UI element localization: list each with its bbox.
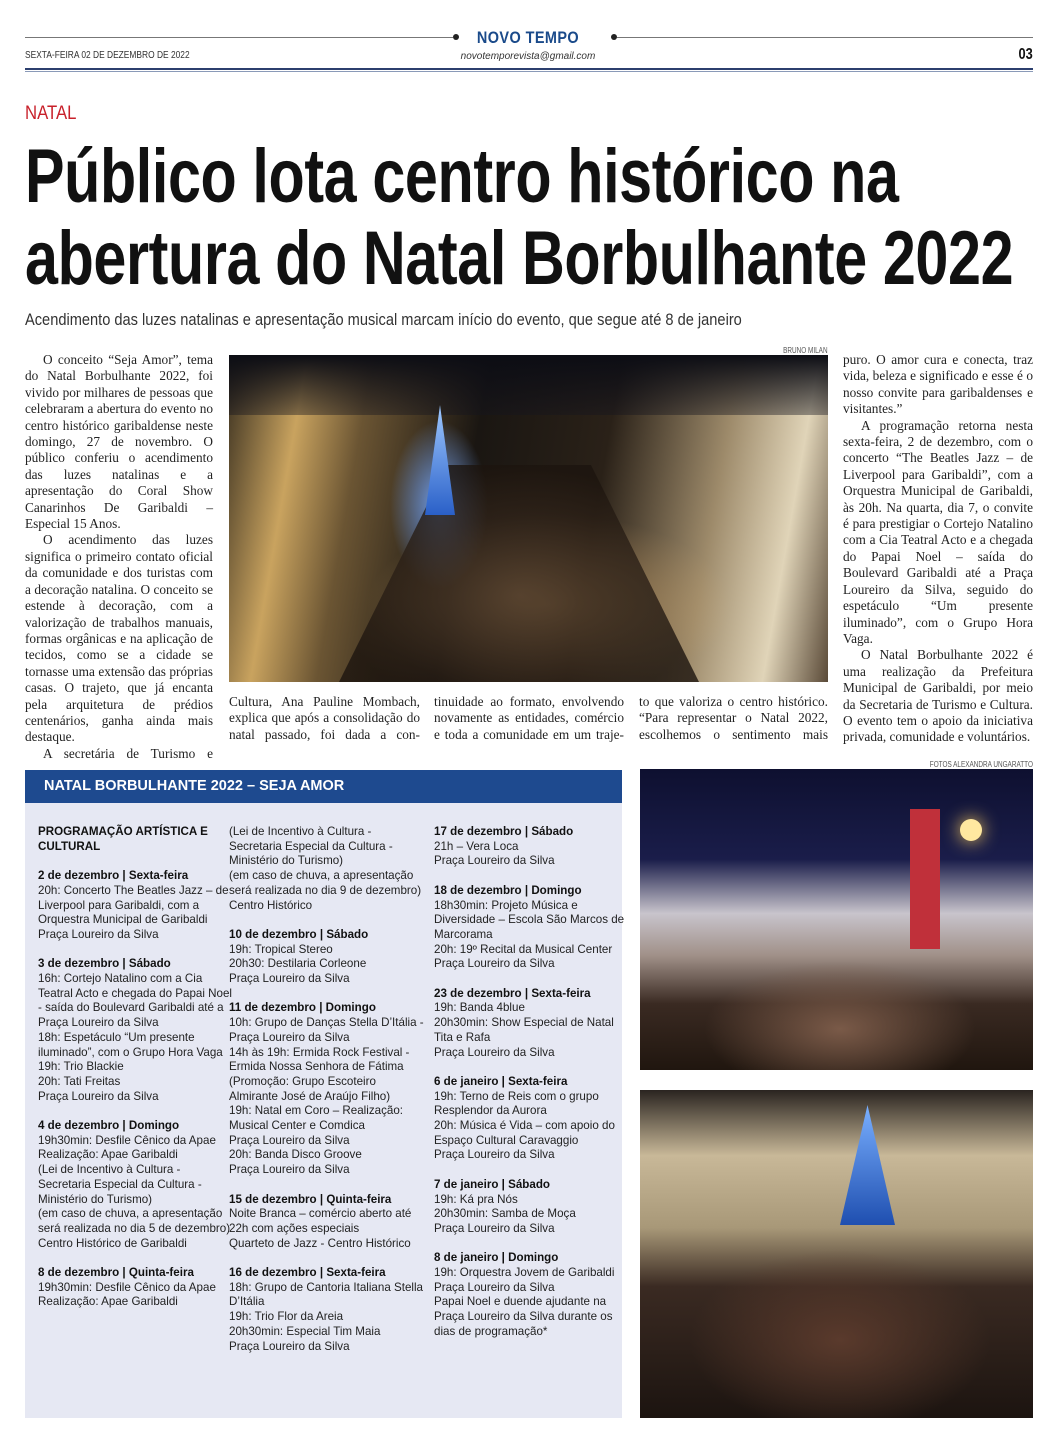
program-day-title: 8 de dezembro | Quinta-feira bbox=[38, 1266, 194, 1280]
paragraph: O Natal Borbulhante 2022 é uma realização da Prefeitura Municipal de Garibaldi, por meio da Secretaria de Turismo e Cultura. O evento tem o apoio da iniciativa privada, comunidade e voluntários. bbox=[843, 647, 1033, 745]
program-item: 19h: Natal em Coro – Realização: Musical Center e Comdica bbox=[229, 1104, 403, 1133]
program-item: Praça Loureiro da Silva bbox=[434, 854, 555, 868]
program-item: Praça Loureiro da Silva bbox=[229, 1163, 350, 1177]
program-day bbox=[38, 825, 233, 854]
program-item: Praça Loureiro da Silva bbox=[434, 1221, 555, 1235]
program-item: Centro Histórico bbox=[229, 898, 313, 912]
paragraph: puro. O amor cura e conecta, traz vida, beleza e significado e esse é o nosso convite para garibaldenses e visitantes.” bbox=[843, 352, 1033, 417]
program-item: (em caso de chuva, a apresentação será realizada no dia 9 de dezembro) bbox=[229, 869, 422, 897]
program-item: Praça Loureiro da Silva bbox=[434, 1148, 555, 1162]
program-item: 20h30: Destilaria Corleone bbox=[229, 957, 367, 971]
program-item: 18h: Espetáculo “Um presente iluminado”, com o Grupo Hora Vaga bbox=[38, 1030, 223, 1059]
headline: Público lota centro histórico na bbox=[25, 134, 899, 219]
program-day-title: 3 de dezembro | Sábado bbox=[38, 957, 171, 971]
program-item: 20h: Música é Vida – com apoio do Espaço Cultural Caravaggio bbox=[434, 1119, 615, 1147]
program-item: Realização: Apae Garibaldi bbox=[38, 1295, 178, 1309]
main-event-photo bbox=[229, 355, 828, 682]
street-lamp bbox=[960, 819, 982, 841]
program-day-title: 16 de dezembro | Sexta-feira bbox=[229, 1266, 386, 1280]
program-title: NATAL BORBULHANTE 2022 – SEJA AMOR bbox=[25, 770, 622, 803]
article-column-4 bbox=[639, 694, 828, 743]
program-item: Quarteto de Jazz - Centro Histórico bbox=[229, 1236, 411, 1250]
program-day bbox=[434, 987, 629, 1061]
masthead-rule-left bbox=[25, 37, 453, 38]
section-label: NATAL bbox=[25, 103, 77, 124]
program-item: 20h: 19º Recital da Musical Center bbox=[434, 942, 613, 956]
program-item: (Lei de Incentivo à Cultura - Secretaria Especial da Cultura - Ministério do Turismo) bbox=[229, 825, 393, 868]
program-item: Praça Loureiro da Silva bbox=[38, 1089, 159, 1103]
program-item: Noite Branca – comércio aberto até 22h com ações especiais bbox=[229, 1207, 412, 1235]
program-day bbox=[38, 957, 233, 1104]
program-day bbox=[229, 928, 424, 987]
program-item: 19h: Terno de Reis com o grupo Resplendor da Aurora bbox=[434, 1089, 599, 1118]
program-day-title: 11 de dezembro | Domingo bbox=[229, 1001, 376, 1015]
paragraph: Cultura, Ana Pauline Mombach, explica que após a consolidação do natal passado, foi dada a con- bbox=[229, 694, 420, 742]
paragraph: to que valoriza o centro histórico. “Para representar o Natal 2022, escolhemos o sentimento mais bbox=[639, 694, 828, 742]
program-day bbox=[229, 1001, 424, 1177]
photo-credit: BRUNO MILAN bbox=[783, 346, 828, 355]
program-item: Praça Loureiro da Silva bbox=[229, 1133, 350, 1147]
program-item: Papai Noel e duende ajudante na Praça Loureiro da Silva durante os dias de programação* bbox=[434, 1295, 613, 1338]
program-day-title: 10 de dezembro | Sábado bbox=[229, 927, 369, 941]
program-box bbox=[25, 770, 625, 1418]
program-item: 18h30min: Projeto Música e Diversidade – Escola São Marcos de Marcorama bbox=[434, 898, 625, 941]
contact-email: novotemporevista@gmail.com bbox=[460, 51, 596, 62]
program-item: (Lei de Incentivo à Cultura - Secretaria Especial da Cultura - Ministério do Turismo) bbox=[38, 1163, 202, 1206]
program-day-title: 2 de dezembro | Sexta-feira bbox=[38, 869, 189, 883]
article-column-2 bbox=[229, 694, 420, 743]
program-day bbox=[434, 884, 629, 972]
program-item: Praça Loureiro da Silva bbox=[229, 1339, 350, 1353]
program-item: 14h às 19h: Ermida Rock Festival - Ermida Nossa Senhora de Fátima (Promoção: Grupo Escoteiro Almirante José de Araújo Filho) bbox=[229, 1045, 410, 1103]
program-day bbox=[434, 1178, 629, 1237]
program-item: Praça Loureiro da Silva bbox=[434, 957, 555, 971]
program-item: 19h: Ká pra Nós bbox=[434, 1192, 518, 1206]
program-item: 19h: Trio Blackie bbox=[38, 1060, 124, 1074]
program-day bbox=[434, 825, 629, 869]
night-sky bbox=[229, 355, 828, 415]
header-divider bbox=[25, 68, 1033, 70]
program-item: 16h: Cortejo Natalino com a Cia Teatral Acto e chegada do Papai Noel - saída do Boulevard Garibaldi até a Praça Loureiro da Silva bbox=[38, 972, 233, 1030]
page-number: 03 bbox=[1018, 46, 1033, 63]
program-item: 21h – Vera Loca bbox=[434, 839, 519, 853]
program-item: 19h: Banda 4blue bbox=[434, 1001, 525, 1015]
paragraph: tinuidade ao formato, envolvendo novamente as entidades, comércio e toda a comunidade em um traje- bbox=[434, 694, 624, 742]
program-item: 19h: Tropical Stereo bbox=[229, 942, 333, 956]
program-day-title: 15 de dezembro | Quinta-feira bbox=[229, 1192, 392, 1206]
crowd bbox=[339, 465, 699, 682]
program-day-title: PROGRAMAÇÃO ARTÍSTICA E CULTURAL bbox=[38, 825, 208, 853]
program-day bbox=[229, 1193, 424, 1252]
felicidade-banner bbox=[910, 809, 940, 949]
masthead-rule-right bbox=[617, 37, 1033, 38]
paragraph: A secretária de Turismo e bbox=[43, 745, 213, 761]
program-day bbox=[229, 1266, 424, 1354]
article-column-1 bbox=[25, 352, 213, 762]
program-day bbox=[38, 869, 233, 943]
program-day bbox=[434, 1251, 629, 1339]
article-column-3 bbox=[434, 694, 624, 743]
photo-credit: FOTOS ALEXANDRA UNGARATTO bbox=[929, 760, 1033, 769]
program-item: 19h: Trio Flor da Areia bbox=[229, 1310, 344, 1324]
program-item: 20h: Banda Disco Groove bbox=[229, 1148, 362, 1162]
program-day-title: 17 de dezembro | Sábado bbox=[434, 825, 574, 838]
program-item: Centro Histórico de Garibaldi bbox=[38, 1236, 187, 1250]
program-item: 20h: Concerto The Beatles Jazz – de Liverpool para Garibaldi, com a Orquestra Municipal de Garibaldi bbox=[38, 883, 229, 927]
program-item: Praça Loureiro da Silva bbox=[229, 972, 350, 986]
program-day bbox=[38, 1119, 233, 1251]
christmas-tree bbox=[425, 405, 455, 515]
program-item: 20h30min: Samba de Moça bbox=[434, 1207, 576, 1221]
program-day-title: 4 de dezembro | Domingo bbox=[38, 1119, 180, 1133]
program-day-title: 23 de dezembro | Sexta-feira bbox=[434, 986, 591, 1000]
crowd-street-photo bbox=[640, 769, 1033, 1070]
program-item: Praça Loureiro da Silva bbox=[38, 927, 159, 941]
program-item: 20h30min: Especial Tim Maia bbox=[229, 1324, 381, 1338]
program-item: Realização: Apae Garibaldi bbox=[38, 1148, 178, 1162]
paragraph: A programação retorna nesta sexta-feira, 2 de dezembro, com o concerto “The Beatles Jazz – de Liverpool para Garibaldi”, com a Orquestra Municipal de Garibaldi, às 20h. Na quarta, dia 7, o convite é para prestigiar o Cortejo Natalino com a Cia Teatral Acto e a chegada do Papai Noel – saída do Boulevard Garibaldi até a Praça Loureiro da Silva, seguido do espetáculo “Um presente iluminado”, com o Grupo Hora Vaga. bbox=[843, 417, 1033, 646]
choir-group-photo bbox=[640, 1090, 1033, 1418]
issue-date: SEXTA-FEIRA 02 DE DEZEMBRO DE 2022 bbox=[25, 49, 190, 61]
program-day-title: 7 de janeiro | Sábado bbox=[434, 1177, 550, 1191]
program-day-title: 6 de janeiro | Sexta-feira bbox=[434, 1074, 568, 1088]
program-item: 20h30min: Show Especial de Natal Tita e Rafa bbox=[434, 1016, 614, 1044]
program-item: 19h30min: Desfile Cênico da Apae bbox=[38, 1280, 216, 1294]
subtitle: Acendimento das luzes natalinas e apresentação musical marcam início do evento, que segue até 8 de janeiro bbox=[25, 310, 742, 329]
program-item: Praça Loureiro da Silva bbox=[434, 1280, 555, 1294]
article-column-5 bbox=[843, 352, 1033, 746]
program-day bbox=[229, 825, 424, 913]
program-day-title: 8 de janeiro | Domingo bbox=[434, 1251, 559, 1265]
program-column-2 bbox=[229, 825, 424, 1369]
christmas-tree bbox=[840, 1105, 895, 1225]
program-day-title: 18 de dezembro | Domingo bbox=[434, 883, 582, 897]
program-item: 18h: Grupo de Cantoria Italiana Stella D’Itália bbox=[229, 1280, 423, 1309]
paragraph: O conceito “Seja Amor”, tema do Natal Borbulhante 2022, foi vivido por milhares de pessoas que celebraram a abertura do evento no centro histórico garibaldense neste domingo, 27 de novembro. O público conferiu o acendimento das luzes natalinas e a apresentação do Coral Show Canarinhos De Garibaldi – Especial 15 Anos. bbox=[25, 352, 213, 532]
program-item: 19h: Orquestra Jovem de Garibaldi bbox=[434, 1266, 615, 1280]
program-day bbox=[434, 1075, 629, 1163]
program-day bbox=[38, 1266, 233, 1310]
program-item: Praça Loureiro da Silva bbox=[434, 1045, 555, 1059]
paragraph: O acendimento das luzes significa o primeiro contato oficial da comunidade e dos turistas com a decoração natalina. O conceito se estende à decoração, com a valorização de trabalhos manuais, formas orgânicas e na aplicação de tecidos, como se a cidade se tornasse uma extensão das próprias casas. O trajeto, que já encanta pela arquitetura de prédios centenários, ganha ainda mais destaque. bbox=[25, 532, 213, 745]
program-column-1 bbox=[38, 825, 233, 1325]
program-item: (em caso de chuva, a apresentação será realizada no dia 5 de dezembro) bbox=[38, 1207, 231, 1235]
newspaper-name: NOVO TEMPO bbox=[476, 28, 580, 47]
program-column-3 bbox=[434, 825, 629, 1354]
headline: abertura do Natal Borbulhante 2022 bbox=[25, 216, 1014, 301]
program-item: 20h: Tati Freitas bbox=[38, 1074, 121, 1088]
header-divider bbox=[25, 71, 1033, 72]
program-item: 19h30min: Desfile Cênico da Apae bbox=[38, 1133, 216, 1147]
program-item: 10h: Grupo de Danças Stella D’Itália - Praça Loureiro da Silva bbox=[229, 1016, 424, 1044]
